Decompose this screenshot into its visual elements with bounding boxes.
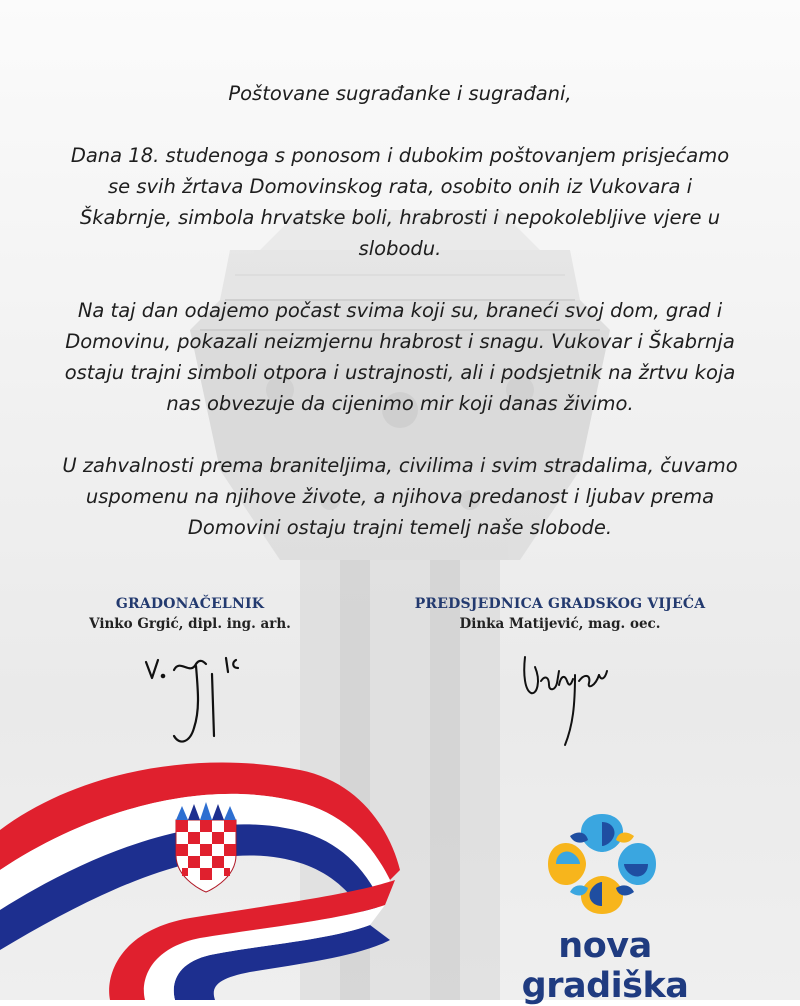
signatory-mayor (60, 596, 320, 632)
greeting: Poštovane sugrađanke i sugrađani, (228, 82, 572, 105)
signatory-council-president (410, 596, 710, 632)
signatory-name: Dinka Matijević, mag. oec. (459, 616, 661, 632)
brand-name: nova gradiška (521, 926, 689, 1006)
logo-mark-icon (542, 808, 662, 920)
signatory-title: GRADONAČELNIK (115, 596, 265, 612)
nova-gradiska-logo (470, 808, 750, 1006)
signatory-name: Vinko Grgić, dipl. ing. arh. (89, 616, 291, 632)
letter-body (60, 78, 740, 543)
council-president-signature (515, 645, 615, 755)
paragraph-3: U zahvalnosti prema braniteljima, civilima i svim stradalima, čuvamo uspomenu na njihove živote, a njihova predanost i ljubav prema Domovini ostaju trajni temelj naše slobode. (62, 454, 738, 539)
croatian-flag-ribbon (0, 740, 470, 1000)
paragraph-1: Dana 18. studenoga s ponosom i dubokim poštovanjem prisjećamo se svih žrtava Domovinskog rata, osobito onih iz Vukovara i Škabrnje, simbola hrvatske boli, hrabrosti i nepokolebljive vjere u slobodu. (70, 144, 730, 260)
signatory-title: PREDSJEDNICA GRADSKOG VIJEĆA (414, 596, 706, 612)
paragraph-2: Na taj dan odajemo počast svima koji su, braneći svoj dom, grad i Domovinu, pokazali neizmjernu hrabrost i snagu. Vukovar i Škabrnja ostaju trajni simboli otpora i ustrajnosti, ali i podsjetnik na žrtvu koja nas obvezuje da cijenimo mir koji danas živimo. (64, 299, 736, 415)
